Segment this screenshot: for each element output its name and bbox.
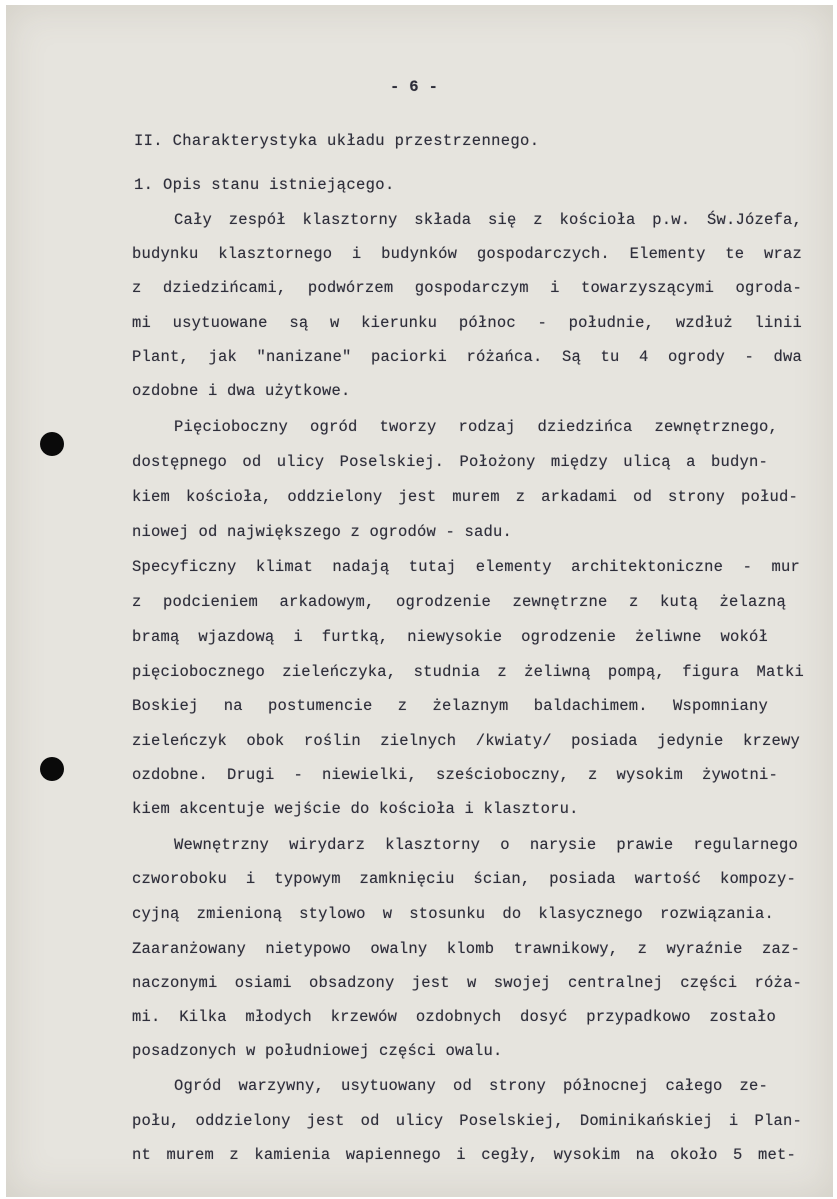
punch-hole [40,432,64,456]
paragraph-line: naczonymi osiami obsadzony jest w swojej centralnej części róża- [132,974,802,992]
paragraph-line: zieleńczyk obok roślin zielnych /kwiaty/ posiada jedynie krzewy [132,732,800,750]
paragraph-line: Pięcioboczny ogród tworzy rodzaj dziedzińca zewnętrznego, [174,418,778,436]
paragraph-line: kiem kościoła, oddzielony jest murem z arkadami od strony połud- [132,488,798,506]
paragraph-line: cyjną zmienioną stylowo w stosunku do klasycznego rozwiązania. [132,905,774,923]
paragraph-line: Wewnętrzny wirydarz klasztorny o narysie prawie regularnego [174,836,798,854]
paragraph-line: ozdobne. Drugi - niewielki, sześcioboczny, z wysokim żywotni- [132,766,778,784]
paragraph-line: z dziedzińcami, podwórzem gospodarczym i towarzyszącymi ogroda- [132,279,802,297]
paragraph-line: Zaaranżowany nietypowo owalny klomb trawnikowy, z wyraźnie zaz- [132,940,800,958]
section-heading: II. Charakterystyka układu przestrzennego. [134,132,540,150]
page-number: - 6 - [390,78,439,96]
punch-hole [40,757,64,781]
paragraph-line: ozdobne i dwa użytkowe. [132,382,351,400]
paragraph-line: budynku klasztornego i budynków gospodarczych. Elementy te wraz [132,245,802,263]
paragraph-line: pięciobocznego zieleńczyka, studnia z żeliwną pompą, figura Matki [132,663,804,681]
paragraph-line: Specyficzny klimat nadają tutaj elementy architektoniczne - mur [132,558,800,576]
paragraph-line: nt murem z kamienia wapiennego i cegły, wysokim na około 5 met- [132,1146,796,1164]
paragraph-line: Plant, jak "nanizane" paciorki różańca. Są tu 4 ogrody - dwa [132,348,802,366]
paragraph-line: połu, oddzielony jest od ulicy Poselskiej, Dominikańskiej i Plan- [132,1112,802,1130]
paragraph-line: czworoboku i typowym zamknięciu ścian, posiada wartość kompozy- [132,870,796,888]
paragraph-line: mi. Kilka młodych krzewów ozdobnych dosyć przypadkowo zostało [132,1008,776,1026]
paragraph-line: z podcieniem arkadowym, ogrodzenie zewnętrzne z kutą żelazną [132,593,786,611]
paragraph-line: bramą wjazdową i furtką, niewysokie ogrodzenie żeliwne wokół [132,628,768,646]
paragraph-line: Cały zespół klasztorny składa się z kościoła p.w. Św.Józefa, [174,211,802,229]
paragraph-line: Ogród warzywny, usytuowany od strony północnej całego ze- [174,1077,768,1095]
paragraph-line: kiem akcentuje wejście do kościoła i klasztoru. [132,800,579,818]
paragraph-line: posadzonych w południowej części owalu. [132,1042,503,1060]
paragraph-line: dostępnego od ulicy Poselskiej. Położony między ulicą a budyn- [132,453,768,471]
paragraph-line: Boskiej na postumencie z żelaznym baldachimem. Wspomniany [132,697,768,715]
subsection-heading: 1. Opis stanu istniejącego. [134,176,395,194]
paragraph-line: niowej od największego z ogrodów - sadu. [132,523,513,541]
paragraph-line: mi usytuowane są w kierunku północ - południe, wzdłuż linii [132,314,802,332]
